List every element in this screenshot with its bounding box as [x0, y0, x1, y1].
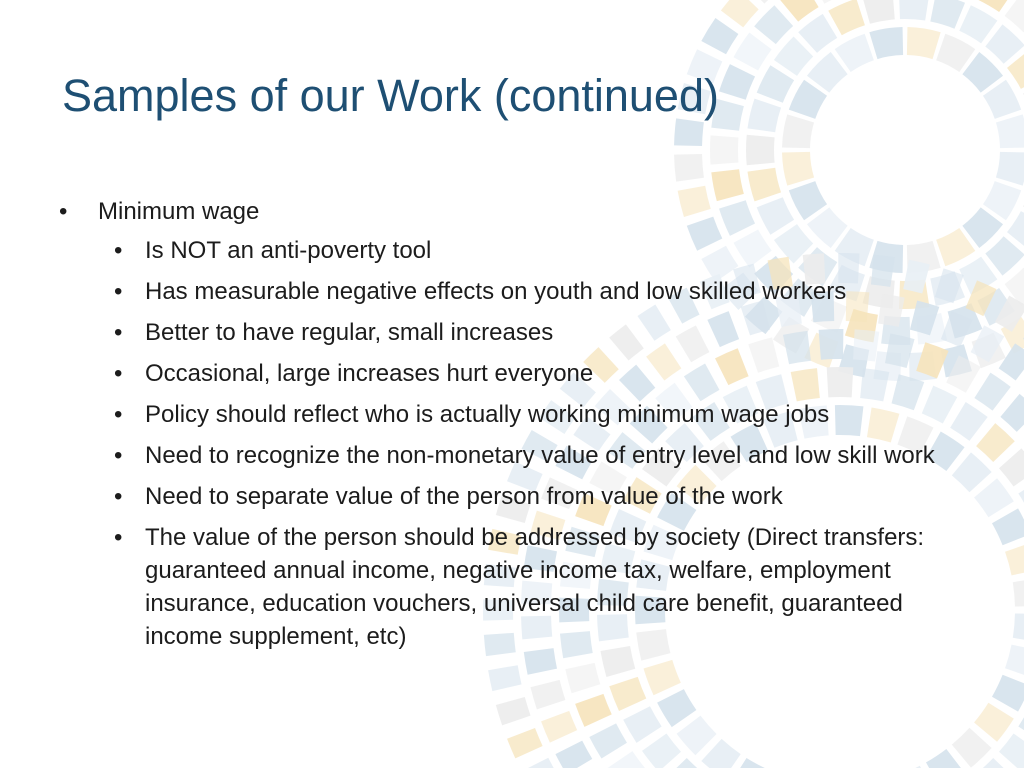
decor-tile — [507, 728, 543, 758]
decor-tile — [657, 689, 696, 727]
decor-tile — [710, 135, 738, 164]
decor-tile — [974, 703, 1014, 742]
decor-tile — [719, 64, 755, 100]
decor-tile — [677, 716, 717, 756]
bullet-icon: • — [114, 524, 123, 551]
list-item-text: Is NOT an anti-poverty tool — [145, 237, 432, 264]
decor-tile — [642, 733, 681, 768]
decor-tile — [747, 99, 781, 133]
bullet-icon: • — [114, 442, 123, 469]
decor-tile — [996, 152, 1024, 186]
list-item-text: The value of the person should be addressed by society (Direct transfers: guaranteed annual income, negative income tax, welfare, employment insurance, education vouchers, universal child care benefit, guaranteed income supplement, etc) — [145, 524, 925, 650]
decor-tile — [1005, 0, 1024, 32]
list-item-text: Policy should reflect who is actually working minimum wage jobs — [145, 401, 830, 428]
decor-tile — [721, 0, 759, 27]
decor-tile — [746, 135, 775, 166]
decor-tile — [899, 0, 930, 21]
bullet-icon: • — [59, 198, 68, 225]
decor-tile — [589, 723, 627, 758]
list-item-level2 — [114, 316, 985, 349]
decor-tile — [999, 733, 1024, 768]
list-item-level2 — [114, 357, 985, 390]
list-item-level2 — [114, 439, 985, 472]
decor-tile — [782, 152, 814, 186]
bullet-icon: • — [114, 483, 123, 510]
decor-tile — [862, 0, 894, 24]
decor-tile — [608, 751, 646, 768]
decor-tile — [674, 154, 704, 182]
slide-title: Samples of our Work (continued) — [62, 70, 719, 121]
bullet-icon: • — [114, 278, 123, 305]
decor-tile — [1018, 706, 1024, 743]
bullet-icon: • — [114, 401, 123, 428]
list-item-level2 — [114, 234, 985, 267]
bullet-icon: • — [114, 237, 123, 264]
decor-tile — [869, 27, 903, 59]
decor-tile — [798, 14, 837, 53]
decor-tile — [992, 675, 1024, 712]
decor-tile — [907, 27, 941, 59]
decor-tile — [541, 711, 577, 743]
list-item-text: Has measurable negative effects on youth and low skilled workers — [145, 278, 847, 305]
list-item-text: Better to have regular, small increases — [145, 319, 554, 346]
decor-tile — [575, 694, 612, 727]
decor-tile — [757, 65, 794, 102]
list-item-level1 — [59, 195, 1024, 228]
list-item-level2 — [114, 275, 985, 308]
decor-tile — [985, 24, 1024, 63]
list-item-text: Need to separate value of the person from value of the work — [145, 483, 783, 510]
decor-tile — [496, 697, 531, 725]
decor-tile — [811, 0, 847, 4]
decor-tile — [488, 665, 521, 691]
decor-tile — [996, 114, 1024, 148]
decor-tile — [609, 677, 646, 711]
decor-tile — [701, 18, 738, 54]
decor-tile — [828, 0, 865, 35]
list-item-level2 — [114, 398, 985, 431]
decor-tile — [754, 5, 793, 44]
decor-tile — [644, 660, 681, 695]
decor-tile — [959, 5, 997, 43]
bullet-icon: • — [114, 360, 123, 387]
decor-tile — [952, 728, 992, 768]
list-item-level2 — [114, 521, 985, 653]
bullet-icon: • — [114, 319, 123, 346]
decor-tile — [623, 706, 661, 743]
decor-tile — [522, 758, 558, 768]
list-item-text: Minimum wage — [98, 198, 260, 225]
list-item-text: Occasional, large increases hurt everyone — [145, 360, 594, 387]
list-item-level2 — [114, 480, 985, 513]
decor-tile — [930, 0, 965, 29]
decor-tile — [555, 741, 592, 768]
decor-tile — [565, 663, 600, 693]
decor-tile — [733, 33, 771, 71]
decor-tile — [782, 114, 814, 148]
bullet-list — [0, 195, 1024, 661]
decor-tile — [530, 680, 565, 709]
list-item-text: Need to recognize the non-monetary value of entry level and low skill work — [145, 442, 935, 469]
decor-tile — [774, 37, 813, 76]
